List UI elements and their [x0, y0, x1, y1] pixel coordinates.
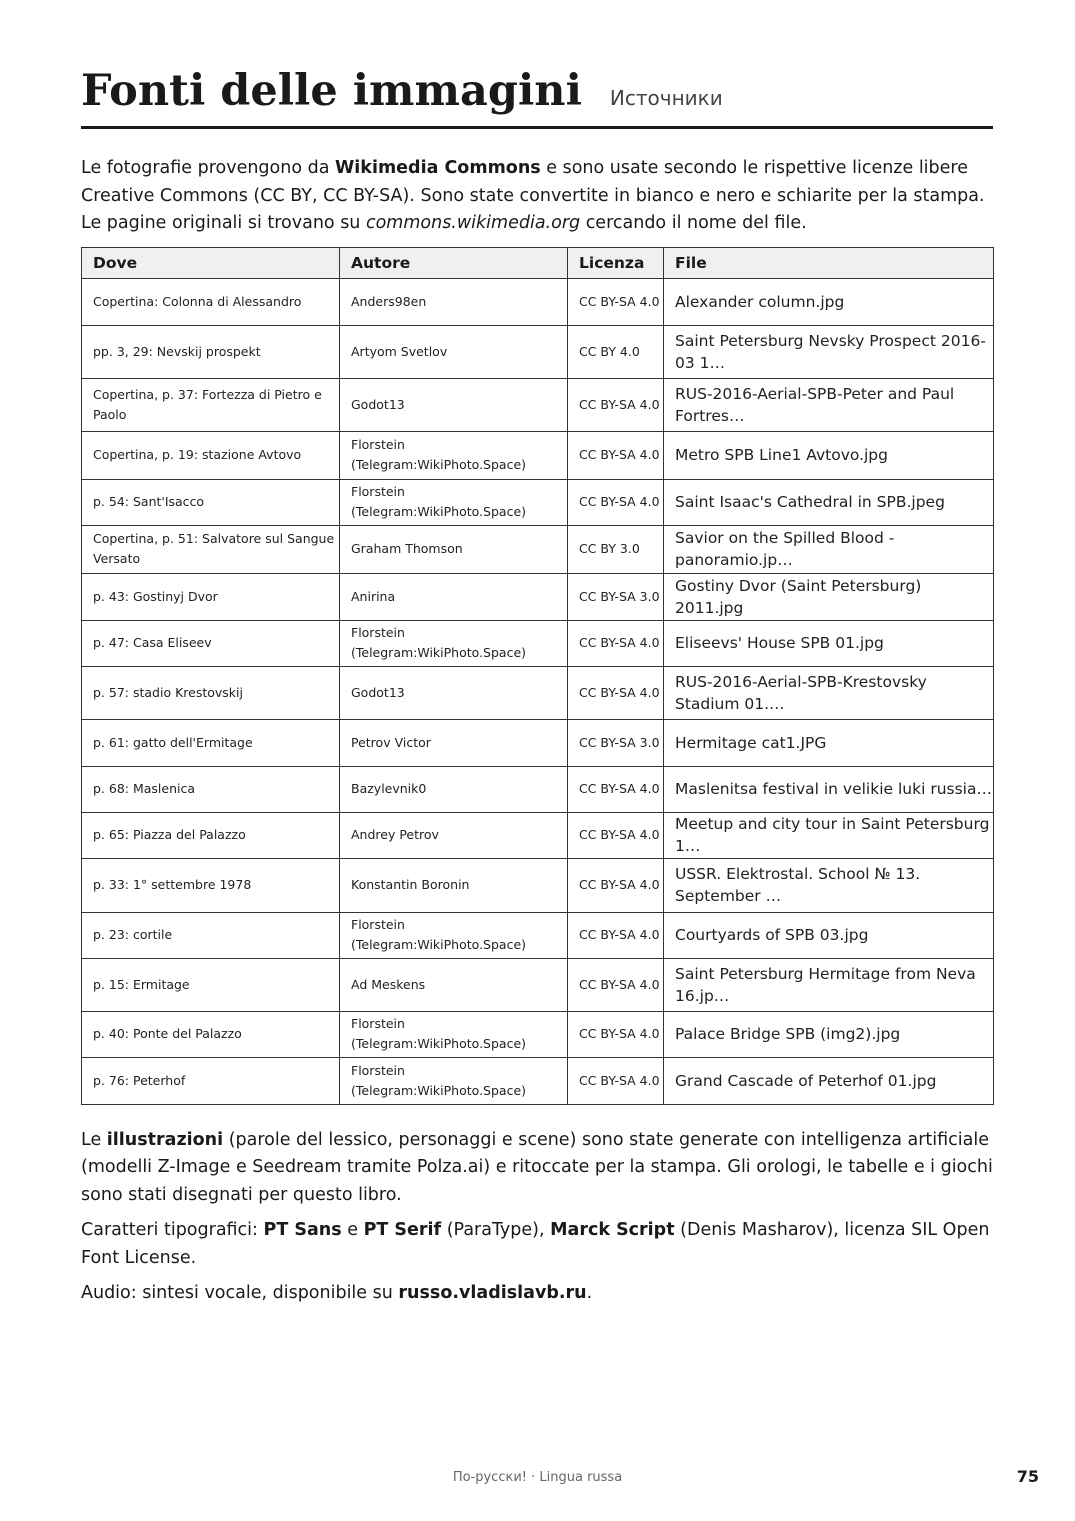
- page-subtitle: Источники: [609, 86, 723, 110]
- intro-paragraph: [81, 155, 993, 238]
- cell-licenza: CC BY-SA 4.0: [568, 278, 664, 325]
- cell-dove: Copertina, p. 37: Fortezza di Pietro e Paolo: [82, 378, 340, 431]
- page-header: [81, 66, 993, 129]
- intro-text-3: cercando il nome del file.: [580, 213, 807, 233]
- cell-autore: Graham Thomson: [340, 525, 568, 573]
- cell-autore: Petrov Victor: [340, 719, 568, 766]
- cell-dove: p. 47: Casa Eliseev: [82, 620, 340, 666]
- cell-licenza: CC BY-SA 4.0: [568, 812, 664, 858]
- cell-licenza: CC BY-SA 4.0: [568, 620, 664, 666]
- page-title: Fonti delle immagini: [81, 66, 582, 116]
- table-header-row: [82, 247, 994, 278]
- cell-autore: Andrey Petrov: [340, 812, 568, 858]
- table-row: [82, 378, 994, 431]
- page-number: 75: [1016, 1467, 1039, 1486]
- cell-file: USSR. Elektrostal. School № 13. September …: [664, 858, 994, 912]
- table-row: [82, 912, 994, 958]
- audio-text-1: Audio: sintesi vocale, disponibile su: [81, 1283, 399, 1303]
- cell-autore: Florstein (Telegram:WikiPhoto.Space): [340, 1057, 568, 1104]
- cell-file: Saint Isaac's Cathedral in SPB.jpeg: [664, 479, 994, 525]
- illus-text-2: (parole del lessico, personaggi e scene) sono state generate con intelligenza artificiale (modelli Z-Image e Seedream tramite Polza.ai) e ritoccate per la stampa. Gli orologi, le tabelle e i giochi sono stati disegnati per questo libro.: [81, 1129, 993, 1205]
- cell-licenza: CC BY-SA 4.0: [568, 1011, 664, 1057]
- cell-file: Saint Petersburg Hermitage from Neva 16.jp…: [664, 958, 994, 1011]
- cell-autore: Artyom Svetlov: [340, 325, 568, 378]
- cell-autore: Florstein (Telegram:WikiPhoto.Space): [340, 431, 568, 479]
- cell-dove: Copertina: Colonna di Alessandro: [82, 278, 340, 325]
- cell-autore: Godot13: [340, 666, 568, 719]
- cell-licenza: CC BY-SA 4.0: [568, 666, 664, 719]
- cell-licenza: CC BY 4.0: [568, 325, 664, 378]
- cell-dove: p. 65: Piazza del Palazzo: [82, 812, 340, 858]
- fonts-bold-pt-sans: PT Sans: [263, 1220, 342, 1240]
- cell-file: Hermitage cat1.JPG: [664, 719, 994, 766]
- audio-paragraph: [81, 1280, 993, 1308]
- audio-bold-url: russo.vladislavb.ru: [398, 1283, 587, 1303]
- fonts-text-2: e: [341, 1220, 364, 1240]
- cell-file: Grand Cascade of Peterhof 01.jpg: [664, 1057, 994, 1104]
- illus-bold: illustrazioni: [106, 1129, 224, 1150]
- cell-autore: Florstein (Telegram:WikiPhoto.Space): [340, 1011, 568, 1057]
- cell-autore: Anirina: [340, 573, 568, 620]
- cell-licenza: CC BY-SA 4.0: [568, 1057, 664, 1104]
- table-row: [82, 479, 994, 525]
- cell-licenza: CC BY-SA 4.0: [568, 378, 664, 431]
- column-header-licenza: Licenza: [568, 247, 664, 278]
- cell-file: Palace Bridge SPB (img2).jpg: [664, 1011, 994, 1057]
- cell-file: Alexander column.jpg: [664, 278, 994, 325]
- cell-file: Metro SPB Line1 Avtovo.jpg: [664, 431, 994, 479]
- cell-licenza: CC BY 3.0: [568, 525, 664, 573]
- cell-dove: p. 23: cortile: [82, 912, 340, 958]
- cell-autore: Bazylevnik0: [340, 766, 568, 812]
- footer-book-title: По-русски! · Lingua russa: [452, 1470, 623, 1485]
- cell-autore: Florstein (Telegram:WikiPhoto.Space): [340, 912, 568, 958]
- cell-licenza: CC BY-SA 4.0: [568, 766, 664, 812]
- fonts-text-3: (ParaType),: [441, 1220, 551, 1240]
- cell-autore: Ad Meskens: [340, 958, 568, 1011]
- cell-licenza: CC BY-SA 3.0: [568, 573, 664, 620]
- cell-file: Saint Petersburg Nevsky Prospect 2016-03 1…: [664, 325, 994, 378]
- cell-autore: Florstein (Telegram:WikiPhoto.Space): [340, 620, 568, 666]
- fonts-bold-pt-serif: PT Serif: [363, 1220, 442, 1240]
- table-row: [82, 1057, 994, 1104]
- cell-file: Meetup and city tour in Saint Petersburg 1…: [664, 812, 994, 858]
- table-row: [82, 858, 994, 912]
- table-row: [82, 812, 994, 858]
- outro-section: [81, 1127, 993, 1308]
- table-row: [82, 620, 994, 666]
- cell-file: RUS-2016-Aerial-SPB-Krestovsky Stadium 01.…: [664, 666, 994, 719]
- table-body: [82, 278, 994, 1104]
- cell-dove: p. 76: Peterhof: [82, 1057, 340, 1104]
- column-header-autore: Autore: [340, 247, 568, 278]
- fonts-paragraph: [81, 1217, 993, 1272]
- page: [81, 0, 993, 1316]
- table-row: [82, 766, 994, 812]
- table-row: [82, 666, 994, 719]
- cell-dove: p. 43: Gostinyj Dvor: [82, 573, 340, 620]
- table-row: [82, 719, 994, 766]
- table-row: [82, 431, 994, 479]
- cell-dove: p. 57: stadio Krestovskij: [82, 666, 340, 719]
- image-sources-table: [81, 247, 994, 1105]
- audio-text-2: .: [586, 1283, 593, 1303]
- table-row: [82, 1011, 994, 1057]
- cell-autore: Florstein (Telegram:WikiPhoto.Space): [340, 479, 568, 525]
- cell-file: Eliseevs' House SPB 01.jpg: [664, 620, 994, 666]
- table-row: [82, 573, 994, 620]
- cell-licenza: CC BY-SA 3.0: [568, 719, 664, 766]
- cell-file: Gostiny Dvor (Saint Petersburg) 2011.jpg: [664, 573, 994, 620]
- table-row: [82, 278, 994, 325]
- cell-dove: p. 68: Maslenica: [82, 766, 340, 812]
- table-row: [82, 525, 994, 573]
- fonts-text-4: (Denis Masharov), licenza SIL Open Font License.: [81, 1220, 990, 1268]
- cell-file: Maslenitsa festival in velikie luki russia…: [664, 766, 994, 812]
- illustrations-paragraph: [81, 1127, 993, 1210]
- cell-dove: p. 54: Sant'Isacco: [82, 479, 340, 525]
- intro-text-1: Le fotografie provengono da: [81, 158, 335, 178]
- cell-licenza: CC BY-SA 4.0: [568, 958, 664, 1011]
- cell-file: Savior on the Spilled Blood - panoramio.jp…: [664, 525, 994, 573]
- cell-dove: p. 61: gatto dell'Ermitage: [82, 719, 340, 766]
- table-row: [82, 325, 994, 378]
- column-header-file: File: [664, 247, 994, 278]
- cell-dove: Copertina, p. 51: Salvatore sul Sangue Versato: [82, 525, 340, 573]
- cell-autore: Godot13: [340, 378, 568, 431]
- cell-licenza: CC BY-SA 4.0: [568, 431, 664, 479]
- cell-file: Courtyards of SPB 03.jpg: [664, 912, 994, 958]
- cell-dove: p. 33: 1° settembre 1978: [82, 858, 340, 912]
- cell-dove: pp. 3, 29: Nevskij prospekt: [82, 325, 340, 378]
- intro-bold-wikimedia: Wikimedia Commons: [335, 158, 541, 178]
- cell-licenza: CC BY-SA 4.0: [568, 858, 664, 912]
- cell-autore: Konstantin Boronin: [340, 858, 568, 912]
- cell-autore: Anders98en: [340, 278, 568, 325]
- cell-licenza: CC BY-SA 4.0: [568, 912, 664, 958]
- fonts-text-1: Caratteri tipografici:: [81, 1220, 264, 1240]
- fonts-bold-marck-script: Marck Script: [550, 1220, 675, 1240]
- cell-file: RUS-2016-Aerial-SPB-Peter and Paul Fortres…: [664, 378, 994, 431]
- cell-dove: p. 15: Ermitage: [82, 958, 340, 1011]
- intro-italic-commons-url: commons.wikimedia.org: [365, 213, 581, 233]
- table-row: [82, 958, 994, 1011]
- illus-text-1: Le: [81, 1129, 107, 1150]
- cell-dove: p. 40: Ponte del Palazzo: [82, 1011, 340, 1057]
- cell-licenza: CC BY-SA 4.0: [568, 479, 664, 525]
- column-header-dove: Dove: [82, 247, 340, 278]
- intro-text-2: e sono usate secondo le rispettive licenze libere Creative Commons (CC BY, CC BY-SA). Sono state convertite in bianco e nero e schiarite per la stampa. Le pagine originali si trovano su: [81, 158, 985, 233]
- cell-dove: Copertina, p. 19: stazione Avtovo: [82, 431, 340, 479]
